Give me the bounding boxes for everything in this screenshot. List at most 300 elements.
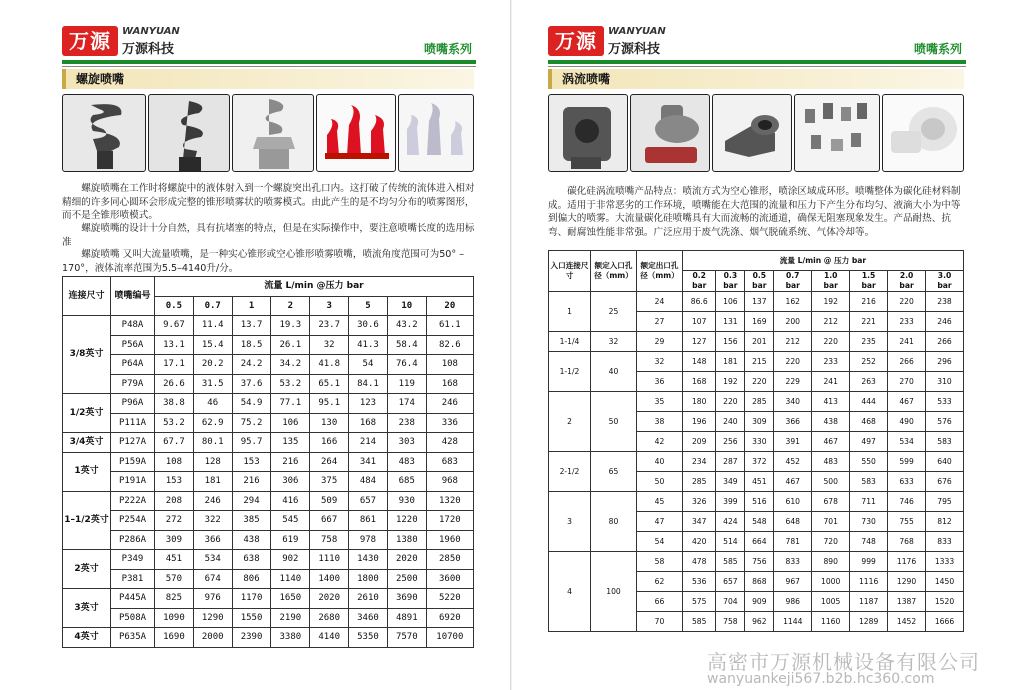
- value-cell: 1400: [310, 569, 349, 589]
- value-cell: 38.8: [155, 394, 194, 414]
- value-cell: 2390: [232, 628, 271, 648]
- value-cell: 2020: [310, 589, 349, 609]
- pressure-cell: 0.5: [155, 296, 194, 316]
- value-cell: 758: [716, 612, 745, 632]
- value-cell: 13.1: [155, 335, 194, 355]
- series-label: 喷嘴系列: [424, 42, 473, 56]
- value-cell: 1960: [426, 530, 473, 550]
- value-cell: 451: [745, 472, 774, 492]
- code-cell: P635A: [111, 628, 155, 648]
- value-cell: 235: [850, 332, 888, 352]
- value-cell: 215: [745, 352, 774, 372]
- value-cell: 968: [426, 472, 473, 492]
- value-cell: 43.2: [387, 316, 426, 336]
- value-cell: 214: [349, 433, 388, 453]
- brand-logo: 万源: [548, 26, 604, 56]
- value-cell: 220: [716, 392, 745, 412]
- value-cell: 1005: [812, 592, 850, 612]
- value-cell: 674: [193, 569, 232, 589]
- value-cell: 1170: [232, 589, 271, 609]
- value-cell: 234: [683, 452, 716, 472]
- value-cell: 416: [271, 491, 310, 511]
- value-cell: 107: [683, 312, 716, 332]
- value-cell: 192: [716, 372, 745, 392]
- value-cell: 246: [426, 394, 473, 414]
- col-inlet-header: 入口连接尺寸: [549, 251, 591, 292]
- value-cell: 2500: [387, 569, 426, 589]
- value-cell: 26.6: [155, 374, 194, 394]
- spiral-nozzle-photo: [398, 94, 474, 172]
- value-cell: 108: [426, 355, 473, 375]
- value-cell: 272: [155, 511, 194, 531]
- value-cell: 4891: [387, 608, 426, 628]
- value-cell: 583: [850, 472, 888, 492]
- size-cell: 1/2英寸: [63, 394, 111, 433]
- pressure-value: 1.5: [861, 271, 876, 280]
- value-cell: 347: [683, 512, 716, 532]
- value-cell: 127: [683, 332, 716, 352]
- pressure-unit: bar: [823, 281, 838, 290]
- value-cell: 233: [888, 312, 926, 332]
- value-cell: 41.8: [310, 355, 349, 375]
- value-cell: 1380: [387, 530, 426, 550]
- value-cell: 483: [387, 452, 426, 472]
- outlet-bore-cell: 38: [637, 412, 683, 432]
- value-cell: 484: [349, 472, 388, 492]
- value-cell: 285: [683, 472, 716, 492]
- size-cell: 3英寸: [63, 589, 111, 628]
- value-cell: 216: [232, 472, 271, 492]
- inlet-cell: 1: [549, 292, 591, 332]
- value-cell: 746: [888, 492, 926, 512]
- pressure-cell: [716, 271, 745, 292]
- pressure-value: 1.0: [823, 271, 838, 280]
- value-cell: 550: [850, 452, 888, 472]
- value-cell: 7570: [387, 628, 426, 648]
- value-cell: 685: [387, 472, 426, 492]
- value-cell: 701: [812, 512, 850, 532]
- value-cell: 413: [812, 392, 850, 412]
- section-title: 涡流喷嘴: [562, 72, 611, 86]
- outlet-bore-cell: 27: [637, 312, 683, 332]
- outlet-bore-cell: 40: [637, 452, 683, 472]
- value-cell: 192: [812, 292, 850, 312]
- spiral-nozzle-photo: [62, 94, 146, 172]
- pressure-cell: 20: [426, 296, 473, 316]
- inlet-cell: 2: [549, 392, 591, 452]
- value-cell: 148: [683, 352, 716, 372]
- value-cell: 366: [193, 530, 232, 550]
- outlet-bore-cell: 36: [637, 372, 683, 392]
- value-cell: 322: [193, 511, 232, 531]
- inlet-cell: 1-1/4: [549, 332, 591, 352]
- value-cell: 967: [774, 572, 812, 592]
- value-cell: 241: [888, 332, 926, 352]
- value-cell: 861: [349, 511, 388, 531]
- right-header: [512, 14, 1024, 64]
- value-cell: 683: [426, 452, 473, 472]
- pressure-cell: [745, 271, 774, 292]
- vortex-nozzle-photo: [712, 94, 792, 172]
- value-cell: 294: [232, 491, 271, 511]
- value-cell: 17.1: [155, 355, 194, 375]
- value-cell: 169: [745, 312, 774, 332]
- table-row: [63, 433, 474, 453]
- value-cell: 310: [926, 372, 964, 392]
- value-cell: 174: [387, 394, 426, 414]
- value-cell: 240: [716, 412, 745, 432]
- value-cell: 806: [232, 569, 271, 589]
- code-cell: P286A: [111, 530, 155, 550]
- value-cell: 252: [850, 352, 888, 372]
- value-cell: 208: [155, 491, 194, 511]
- value-cell: 166: [310, 433, 349, 453]
- code-cell: P445A: [111, 589, 155, 609]
- value-cell: 34.2: [271, 355, 310, 375]
- value-cell: 444: [850, 392, 888, 412]
- value-cell: 536: [683, 572, 716, 592]
- section-title: 螺旋喷嘴: [76, 72, 125, 86]
- value-cell: 181: [193, 472, 232, 492]
- outlet-bore-cell: 54: [637, 532, 683, 552]
- value-cell: 657: [716, 572, 745, 592]
- value-cell: 6920: [426, 608, 473, 628]
- outlet-bore-cell: 47: [637, 512, 683, 532]
- value-cell: 209: [683, 432, 716, 452]
- value-cell: 638: [232, 550, 271, 570]
- table-row: [63, 413, 474, 433]
- value-cell: 633: [888, 472, 926, 492]
- value-cell: 366: [774, 412, 812, 432]
- value-cell: 326: [683, 492, 716, 512]
- value-cell: 75.2: [232, 413, 271, 433]
- value-cell: 287: [716, 452, 745, 472]
- value-cell: 385: [232, 511, 271, 531]
- inlet-cell: 3: [549, 492, 591, 552]
- spiral-nozzle-photo: [316, 94, 396, 172]
- code-cell: P111A: [111, 413, 155, 433]
- value-cell: 490: [888, 412, 926, 432]
- value-cell: 452: [774, 452, 812, 472]
- value-cell: 676: [926, 472, 964, 492]
- value-cell: 428: [426, 433, 473, 453]
- pressure-cell: 1: [232, 296, 271, 316]
- code-cell: P48A: [111, 316, 155, 336]
- pressure-unit: bar: [937, 281, 952, 290]
- value-cell: 678: [812, 492, 850, 512]
- value-cell: 86.6: [683, 292, 716, 312]
- value-cell: 4140: [310, 628, 349, 648]
- brand-en: WANYUAN: [608, 26, 666, 37]
- table-row: [63, 472, 474, 492]
- value-cell: 1387: [888, 592, 926, 612]
- value-cell: 758: [310, 530, 349, 550]
- table-row: [63, 569, 474, 589]
- left-header: [0, 14, 512, 64]
- watermark-url: wanyuankeji567.b2b.hc360.com: [707, 671, 935, 687]
- size-cell: 2英寸: [63, 550, 111, 589]
- table-header-row: [63, 277, 474, 297]
- spiral-nozzle-photo: [232, 94, 314, 172]
- value-cell: 246: [926, 312, 964, 332]
- value-cell: 902: [271, 550, 310, 570]
- value-cell: 509: [310, 491, 349, 511]
- vortex-nozzle-photo: [794, 94, 880, 172]
- value-cell: 1720: [426, 511, 473, 531]
- value-cell: 15.4: [193, 335, 232, 355]
- vortex-paragraph: 碳化硅涡流喷嘴产品特点：喷流方式为空心锥形，喷涂区域成环形。喷嘴整体为碳化硅材料制成。适用于非常恶劣的工作环境，喷嘴能在大范围的流量和压力下产生分布均匀、液滴大小为中等到偏大的喷雾。大流量碳化硅喷嘴具有大而流畅的流通道，确保无阻塞现象发生。产品耐热、抗弯、耐腐蚀性能非常强。广泛应用于废气洗涤、烟气脱硫系统、气体冷却等。: [548, 186, 961, 238]
- value-cell: 95.1: [310, 394, 349, 414]
- value-cell: 58.4: [387, 335, 426, 355]
- pressure-cell: 0.7: [193, 296, 232, 316]
- flow-header: 流量 L/min @ 压力 bar: [683, 251, 964, 271]
- value-cell: 233: [812, 352, 850, 372]
- value-cell: 266: [888, 352, 926, 372]
- brand-logo: 万源: [62, 26, 118, 56]
- table-row: [549, 492, 964, 512]
- table-row: [63, 316, 474, 336]
- value-cell: 534: [193, 550, 232, 570]
- outlet-bore-cell: 42: [637, 432, 683, 452]
- code-cell: P64A: [111, 355, 155, 375]
- pressure-cell: 3: [310, 296, 349, 316]
- value-cell: 220: [745, 372, 774, 392]
- value-cell: 1144: [774, 612, 812, 632]
- value-cell: 306: [271, 472, 310, 492]
- size-cell: 3/8英寸: [63, 316, 111, 394]
- pressure-unit: bar: [899, 281, 914, 290]
- outlet-bore-cell: 66: [637, 592, 683, 612]
- pressure-value: 3.0: [937, 271, 952, 280]
- value-cell: 266: [926, 332, 964, 352]
- header-rule-thin: [548, 66, 966, 67]
- value-cell: 256: [716, 432, 745, 452]
- flow-header: 流量 L/min @压力 bar: [155, 277, 474, 297]
- table-row: [549, 392, 964, 412]
- value-cell: 61.1: [426, 316, 473, 336]
- value-cell: 755: [888, 512, 926, 532]
- value-cell: 1160: [812, 612, 850, 632]
- outlet-bore-cell: 45: [637, 492, 683, 512]
- value-cell: 483: [812, 452, 850, 472]
- value-cell: 451: [155, 550, 194, 570]
- value-cell: 1090: [155, 608, 194, 628]
- value-cell: 106: [716, 292, 745, 312]
- size-cell: 4英寸: [63, 628, 111, 648]
- value-cell: 533: [926, 392, 964, 412]
- value-cell: 153: [232, 452, 271, 472]
- code-cell: P254A: [111, 511, 155, 531]
- table-row: [63, 335, 474, 355]
- value-cell: 37.6: [232, 374, 271, 394]
- value-cell: 619: [271, 530, 310, 550]
- value-cell: 67.7: [155, 433, 194, 453]
- table-row: [549, 452, 964, 472]
- pressure-cell: [774, 271, 812, 292]
- value-cell: 54: [349, 355, 388, 375]
- value-cell: 137: [745, 292, 774, 312]
- inlet-bore-cell: 50: [591, 392, 637, 452]
- outlet-bore-cell: 32: [637, 352, 683, 372]
- value-cell: 868: [745, 572, 774, 592]
- value-cell: 131: [716, 312, 745, 332]
- value-cell: 583: [926, 432, 964, 452]
- outlet-bore-cell: 29: [637, 332, 683, 352]
- value-cell: 478: [683, 552, 716, 572]
- value-cell: 238: [387, 413, 426, 433]
- header-rule: [548, 60, 966, 64]
- watermark-company: 高密市万源机械设备有限公司: [707, 650, 980, 674]
- value-cell: 585: [716, 552, 745, 572]
- value-cell: 168: [683, 372, 716, 392]
- value-cell: 1452: [888, 612, 926, 632]
- value-cell: 54.9: [232, 394, 271, 414]
- value-cell: 640: [926, 452, 964, 472]
- value-cell: 201: [745, 332, 774, 352]
- pressure-cell: 2: [271, 296, 310, 316]
- brand-en: WANYUAN: [122, 26, 180, 37]
- col-outlet-bore-header: 额定出口孔径（mm）: [637, 251, 683, 292]
- value-cell: 438: [232, 530, 271, 550]
- right-page: [512, 0, 1024, 690]
- pressure-value: 0.2: [692, 271, 706, 280]
- value-cell: 420: [683, 532, 716, 552]
- value-cell: 1320: [426, 491, 473, 511]
- value-cell: 570: [155, 569, 194, 589]
- value-cell: 119: [387, 374, 426, 394]
- value-cell: 130: [310, 413, 349, 433]
- table-row: [549, 332, 964, 352]
- value-cell: 84.1: [349, 374, 388, 394]
- value-cell: 128: [193, 452, 232, 472]
- value-cell: 516: [745, 492, 774, 512]
- value-cell: 399: [716, 492, 745, 512]
- inlet-bore-cell: 65: [591, 452, 637, 492]
- value-cell: 2020: [387, 550, 426, 570]
- value-cell: 46: [193, 394, 232, 414]
- value-cell: 80.1: [193, 433, 232, 453]
- value-cell: 336: [426, 413, 473, 433]
- pressure-unit: bar: [723, 281, 738, 290]
- value-cell: 497: [850, 432, 888, 452]
- value-cell: 585: [683, 612, 716, 632]
- value-cell: 833: [926, 532, 964, 552]
- value-cell: 781: [774, 532, 812, 552]
- inlet-cell: 4: [549, 552, 591, 632]
- value-cell: 3690: [387, 589, 426, 609]
- value-cell: 3460: [349, 608, 388, 628]
- value-cell: 196: [683, 412, 716, 432]
- value-cell: 1290: [888, 572, 926, 592]
- value-cell: 599: [888, 452, 926, 472]
- pressure-value: 2.0: [899, 271, 914, 280]
- spiral-nozzle-photo: [148, 94, 230, 172]
- value-cell: 2610: [349, 589, 388, 609]
- table-row: [63, 530, 474, 550]
- size-cell: 1英寸: [63, 452, 111, 491]
- vortex-nozzle-photo: [882, 94, 964, 172]
- value-cell: 711: [850, 492, 888, 512]
- pressure-cell: [683, 271, 716, 292]
- value-cell: 11.4: [193, 316, 232, 336]
- value-cell: 65.1: [310, 374, 349, 394]
- value-cell: 77.1: [271, 394, 310, 414]
- value-cell: 285: [745, 392, 774, 412]
- value-cell: 1220: [387, 511, 426, 531]
- value-cell: 24.2: [232, 355, 271, 375]
- vortex-nozzle-photo: [548, 94, 628, 172]
- value-cell: 216: [271, 452, 310, 472]
- value-cell: 270: [888, 372, 926, 392]
- design-paragraph: 螺旋喷嘴的设计十分自然，具有抗堵塞的特点，但是在实际操作中，要注意喷嘴长度的选用标准: [62, 223, 475, 248]
- outlet-bore-cell: 50: [637, 472, 683, 492]
- value-cell: 667: [310, 511, 349, 531]
- pressure-cell: [888, 271, 926, 292]
- value-cell: 5220: [426, 589, 473, 609]
- value-cell: 1289: [850, 612, 888, 632]
- value-cell: 1450: [926, 572, 964, 592]
- pressure-value: 0.3: [723, 271, 738, 280]
- value-cell: 909: [745, 592, 774, 612]
- table-row: [63, 452, 474, 472]
- value-cell: 467: [774, 472, 812, 492]
- value-cell: 610: [774, 492, 812, 512]
- value-cell: 212: [774, 332, 812, 352]
- value-cell: 1187: [850, 592, 888, 612]
- pressure-unit: bar: [752, 281, 767, 290]
- value-cell: 220: [774, 352, 812, 372]
- value-cell: 890: [812, 552, 850, 572]
- value-cell: 200: [774, 312, 812, 332]
- pressure-unit: bar: [861, 281, 876, 290]
- value-cell: 229: [774, 372, 812, 392]
- value-cell: 467: [888, 392, 926, 412]
- value-cell: 2680: [310, 608, 349, 628]
- value-cell: 41.3: [349, 335, 388, 355]
- value-cell: 3380: [271, 628, 310, 648]
- vortex-spec-table: [548, 250, 964, 632]
- value-cell: 999: [850, 552, 888, 572]
- value-cell: 309: [155, 530, 194, 550]
- col-inlet-bore-header: 额定入口孔径（mm）: [591, 251, 637, 292]
- value-cell: 238: [926, 292, 964, 312]
- value-cell: 53.2: [155, 413, 194, 433]
- outlet-bore-cell: 58: [637, 552, 683, 572]
- value-cell: 108: [155, 452, 194, 472]
- code-cell: P349: [111, 550, 155, 570]
- value-cell: 168: [349, 413, 388, 433]
- value-cell: 181: [716, 352, 745, 372]
- value-cell: 978: [349, 530, 388, 550]
- value-cell: 31.5: [193, 374, 232, 394]
- table-row: [63, 355, 474, 375]
- value-cell: 1333: [926, 552, 964, 572]
- brand-cn: 万源科技: [122, 42, 175, 57]
- value-cell: 1430: [349, 550, 388, 570]
- code-cell: P508A: [111, 608, 155, 628]
- value-cell: 962: [745, 612, 774, 632]
- value-cell: 180: [683, 392, 716, 412]
- value-cell: 575: [683, 592, 716, 612]
- value-cell: 303: [387, 433, 426, 453]
- inlet-bore-cell: 25: [591, 292, 637, 332]
- code-cell: P56A: [111, 335, 155, 355]
- value-cell: 1550: [232, 608, 271, 628]
- value-cell: 95.7: [232, 433, 271, 453]
- value-cell: 534: [888, 432, 926, 452]
- value-cell: 545: [271, 511, 310, 531]
- value-cell: 1520: [926, 592, 964, 612]
